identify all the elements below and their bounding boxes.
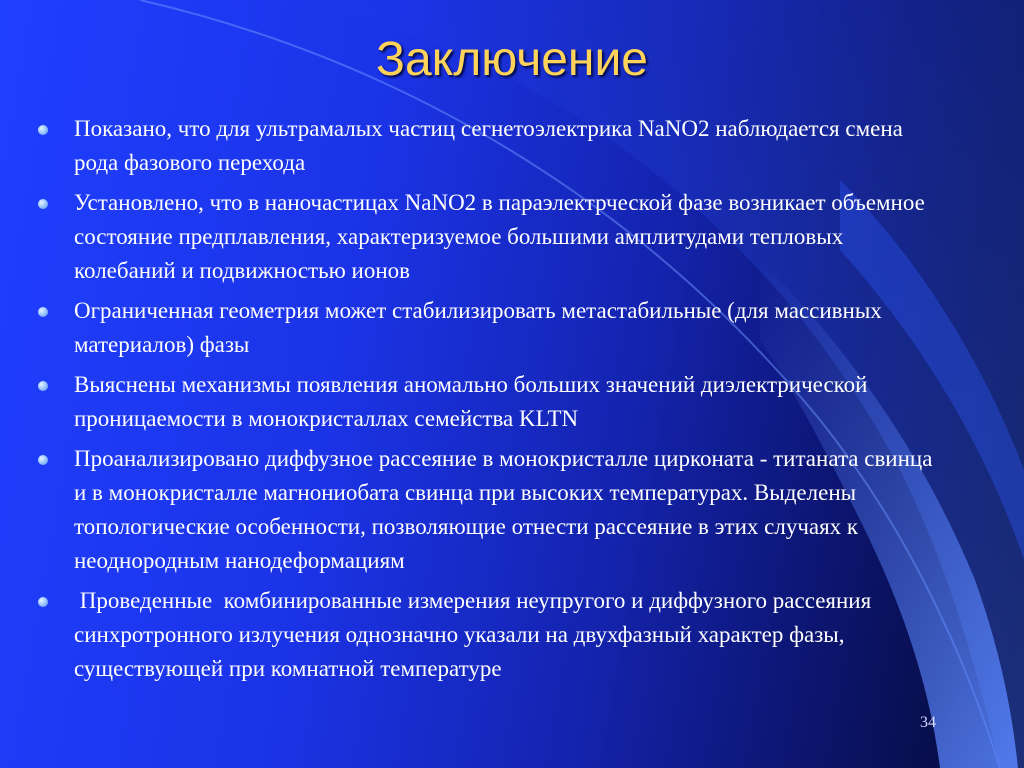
bullet-dot-icon: [38, 381, 48, 391]
bullet-item: [38, 584, 938, 686]
bullet-text: Ограниченная геометрия может стабилизировать метастабильные (для массивных материалов) фазы: [74, 298, 882, 357]
bullet-text: Проведенные комбинированные измерения неупругого и диффузного рассеяния синхротронного излучения однозначно указали на двухфазный характер фазы, существующей при комнатной температуре: [74, 588, 877, 681]
bullet-item: [38, 368, 938, 436]
bullet-text: Выяснены механизмы появления аномально больших значений диэлектрической проницаемости в монокристаллах семейства KLTN: [74, 372, 868, 431]
bullet-text: Показано, что для ультрамалых частиц сегнетоэлектрика NaNO2 наблюдается смена рода фазового перехода: [74, 116, 903, 175]
bullet-dot-icon: [38, 307, 48, 317]
bullet-item: [38, 186, 938, 288]
bullet-dot-icon: [38, 199, 48, 209]
bullet-item: [38, 442, 938, 578]
bullet-text: Проанализировано диффузное рассеяние в монокристалле цирконата - титаната свинца и в монокристалле магнониобата свинца при высоких температурах. Выделены топологические особенности, позволяющие отнести рассеяние в этих случаях к неоднородным нанодеформациям: [74, 446, 933, 573]
bullet-dot-icon: [38, 125, 48, 135]
bullet-item: [38, 294, 938, 362]
slide-title: Заключение: [376, 33, 648, 86]
slide-number: 34: [920, 714, 936, 731]
bullet-item: [38, 112, 938, 180]
bullet-dot-icon: [38, 597, 48, 607]
bullet-text: Установлено, что в наночастицах NaNO2 в параэлектрческой фазе возникает объемное состояние предплавления, характеризуемое большими амплитудами тепловых колебаний и подвижностью ионов: [74, 190, 925, 283]
bullet-dot-icon: [38, 455, 48, 465]
bullet-list: [38, 112, 938, 692]
